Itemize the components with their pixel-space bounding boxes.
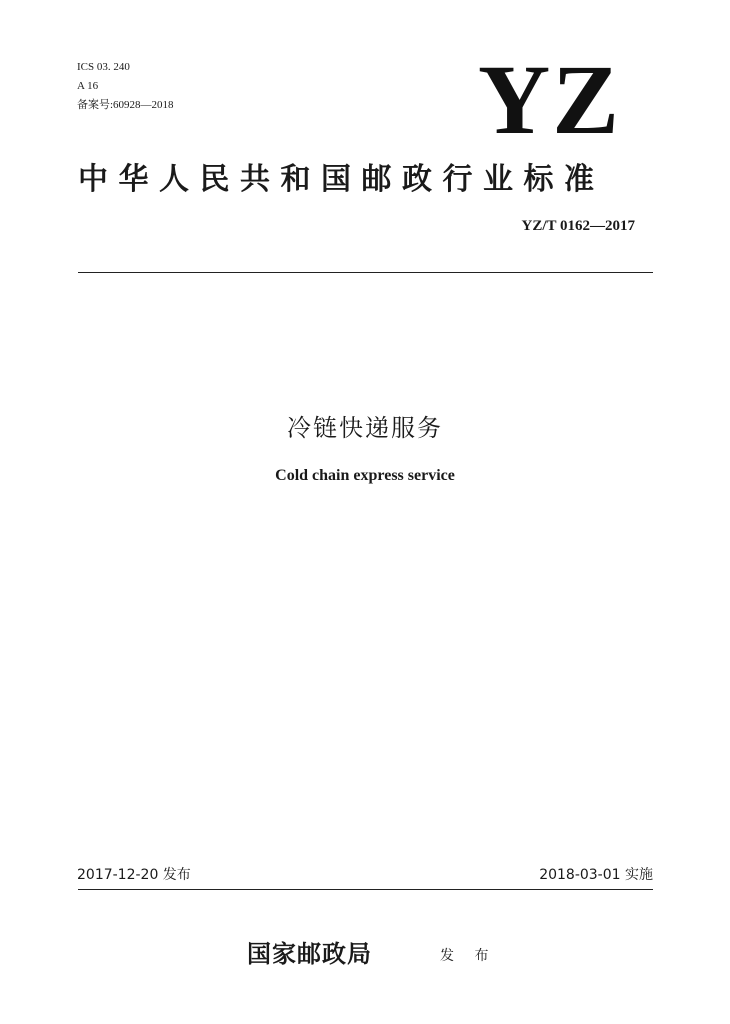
top-divider bbox=[78, 272, 653, 273]
issuer-name: 国家邮政局 bbox=[247, 939, 372, 968]
implement-date: 2018-03-01 实施 bbox=[539, 867, 653, 883]
issuer-action: 发 布 bbox=[440, 948, 497, 964]
standard-category-title: 中华人民共和国邮政行业标准 bbox=[78, 162, 605, 197]
filing-number: 备案号:60928—2018 bbox=[77, 99, 174, 111]
ccs-code: A 16 bbox=[77, 80, 99, 92]
document-title-cn: 冷链快递服务 bbox=[287, 414, 443, 442]
standard-code: YZ/T 0162—2017 bbox=[521, 218, 635, 234]
document-title-en: Cold chain express service bbox=[275, 467, 455, 484]
ics-code: ICS 03. 240 bbox=[77, 61, 130, 73]
yz-logo: YZ bbox=[478, 44, 621, 155]
publish-date: 2017-12-20 发布 bbox=[77, 867, 191, 883]
meta-block bbox=[77, 58, 174, 115]
bottom-divider bbox=[78, 889, 653, 890]
